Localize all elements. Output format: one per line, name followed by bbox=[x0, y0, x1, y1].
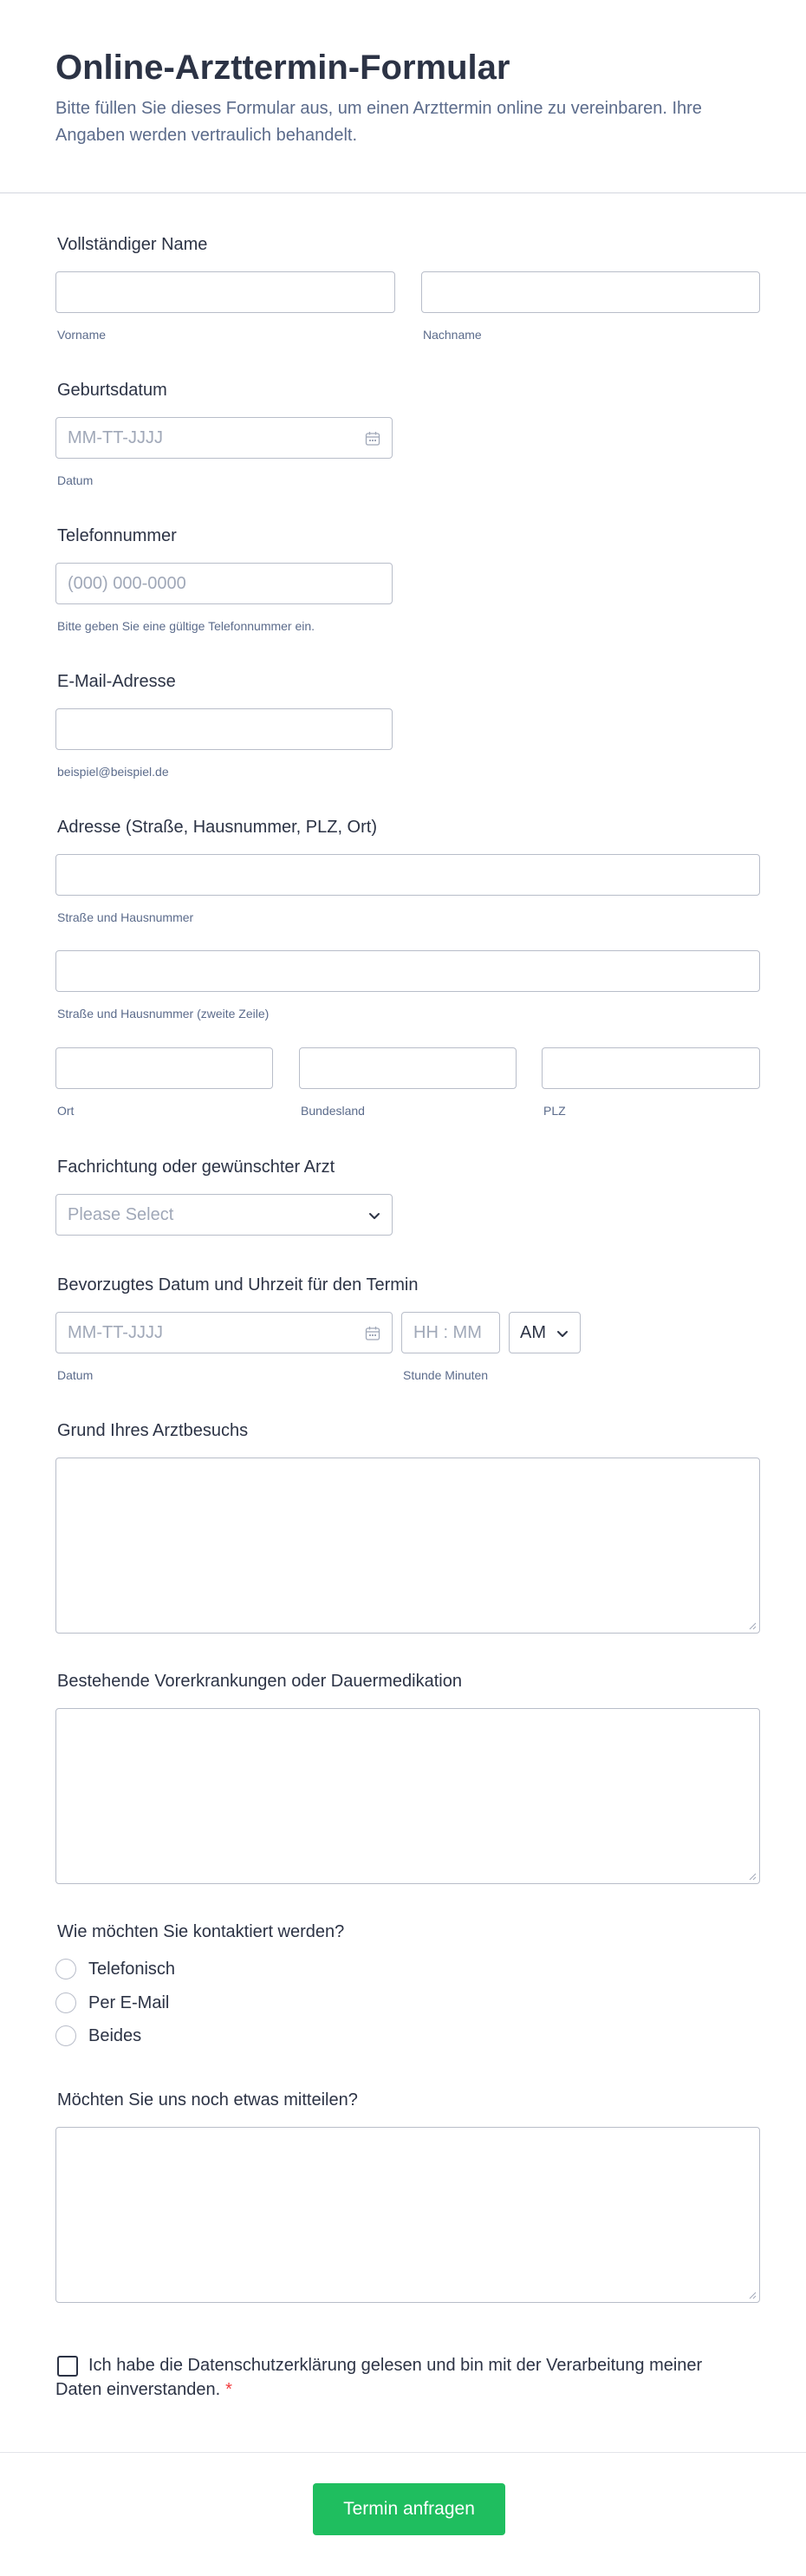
form-header bbox=[0, 0, 806, 193]
page-subtitle: Bitte füllen Sie dieses Formular aus, um einen Arzttermin online zu vereinbaren. Ihre Angaben werden vertraulich behandelt. bbox=[55, 99, 702, 145]
appointment-label: Bevorzugtes Datum und Uhrzeit für den Termin bbox=[57, 1275, 419, 1295]
phone-input[interactable] bbox=[55, 563, 393, 604]
contact-label: Wie möchten Sie kontaktiert werden? bbox=[57, 1922, 345, 1941]
zip-input[interactable] bbox=[542, 1047, 760, 1089]
appointment-time-input[interactable] bbox=[401, 1312, 500, 1353]
radio-option-phone[interactable] bbox=[55, 1958, 175, 1980]
name-label: Vollständiger Name bbox=[57, 235, 208, 254]
radio-option-both[interactable] bbox=[55, 2025, 141, 2047]
consent-text bbox=[55, 2353, 714, 2402]
chevron-down-icon bbox=[367, 1209, 381, 1223]
calendar-icon[interactable] bbox=[365, 431, 380, 447]
appointment-date-sublabel: Datum bbox=[57, 1368, 94, 1382]
birthdate-label: Geburtsdatum bbox=[57, 381, 167, 400]
last-name-sublabel: Nachname bbox=[423, 328, 482, 342]
specialty-selected-value: Please Select bbox=[68, 1205, 174, 1224]
page-title: Online-Arzttermin-Formular bbox=[55, 49, 510, 87]
radio-label: Telefonisch bbox=[88, 1959, 176, 1979]
appointment-time-placeholder: HH : MM bbox=[413, 1323, 482, 1342]
ampm-selected-value: AM bbox=[520, 1323, 546, 1342]
conditions-textarea[interactable] bbox=[55, 1708, 760, 1884]
appointment-time-sublabel: Stunde Minuten bbox=[403, 1368, 489, 1382]
specialty-select[interactable] bbox=[55, 1194, 393, 1236]
reason-textarea[interactable] bbox=[55, 1458, 760, 1634]
message-textarea[interactable] bbox=[55, 2127, 760, 2303]
phone-sublabel: Bitte geben Sie eine gültige Telefonnummer ein. bbox=[57, 619, 315, 633]
first-name-input[interactable] bbox=[55, 271, 395, 313]
radio-label: Beides bbox=[88, 2025, 142, 2045]
birthdate-placeholder: MM-TT-JJJJ bbox=[68, 428, 163, 447]
city-sublabel: Ort bbox=[57, 1104, 75, 1118]
email-input[interactable] bbox=[55, 708, 393, 750]
street-sublabel: Straße und Hausnummer bbox=[57, 910, 194, 924]
street2-input[interactable] bbox=[55, 950, 760, 992]
appointment-date-placeholder: MM-TT-JJJJ bbox=[68, 1323, 163, 1342]
submit-button[interactable]: Termin anfragen bbox=[313, 2483, 505, 2535]
conditions-label: Bestehende Vorerkrankungen oder Dauermedikation bbox=[57, 1672, 462, 1691]
specialty-label: Fachrichtung oder gewünschter Arzt bbox=[57, 1158, 335, 1177]
zip-sublabel: PLZ bbox=[543, 1104, 566, 1118]
calendar-icon[interactable] bbox=[365, 1326, 380, 1341]
footer-divider bbox=[0, 2452, 806, 2453]
phone-placeholder: (000) 000-0000 bbox=[68, 574, 186, 593]
chevron-down-icon bbox=[556, 1327, 569, 1340]
reason-label: Grund Ihres Arztbesuchs bbox=[57, 1421, 249, 1440]
birthdate-input[interactable] bbox=[55, 417, 393, 459]
radio-option-email[interactable] bbox=[55, 1992, 169, 2014]
city-input[interactable] bbox=[55, 1047, 273, 1089]
street2-sublabel: Straße und Hausnummer (zweite Zeile) bbox=[57, 1007, 270, 1021]
address-label: Adresse (Straße, Hausnummer, PLZ, Ort) bbox=[57, 818, 377, 837]
radio-button[interactable] bbox=[55, 1959, 76, 1979]
email-label: E-Mail-Adresse bbox=[57, 672, 176, 691]
phone-label: Telefonnummer bbox=[57, 526, 177, 545]
resize-handle-icon[interactable] bbox=[748, 2291, 757, 2299]
radio-label: Per E-Mail bbox=[88, 1992, 170, 2012]
state-input[interactable] bbox=[299, 1047, 517, 1089]
required-mark: * bbox=[225, 2380, 232, 2399]
ampm-select[interactable] bbox=[509, 1312, 581, 1353]
birthdate-sublabel: Datum bbox=[57, 473, 94, 487]
radio-button[interactable] bbox=[55, 1992, 76, 2013]
consent-label: Ich habe die Datenschutzerklärung gelesen und bin mit der Verarbeitung meiner Daten einverstanden. bbox=[55, 2356, 703, 2399]
resize-handle-icon[interactable] bbox=[748, 1621, 757, 1630]
first-name-sublabel: Vorname bbox=[57, 328, 107, 342]
resize-handle-icon[interactable] bbox=[748, 1872, 757, 1881]
street-input[interactable] bbox=[55, 854, 760, 896]
radio-button[interactable] bbox=[55, 2025, 76, 2046]
last-name-input[interactable] bbox=[421, 271, 760, 313]
email-sublabel: beispiel@beispiel.de bbox=[57, 765, 169, 779]
state-sublabel: Bundesland bbox=[301, 1104, 365, 1118]
message-label: Möchten Sie uns noch etwas mitteilen? bbox=[57, 2090, 358, 2110]
appointment-date-input[interactable] bbox=[55, 1312, 393, 1353]
